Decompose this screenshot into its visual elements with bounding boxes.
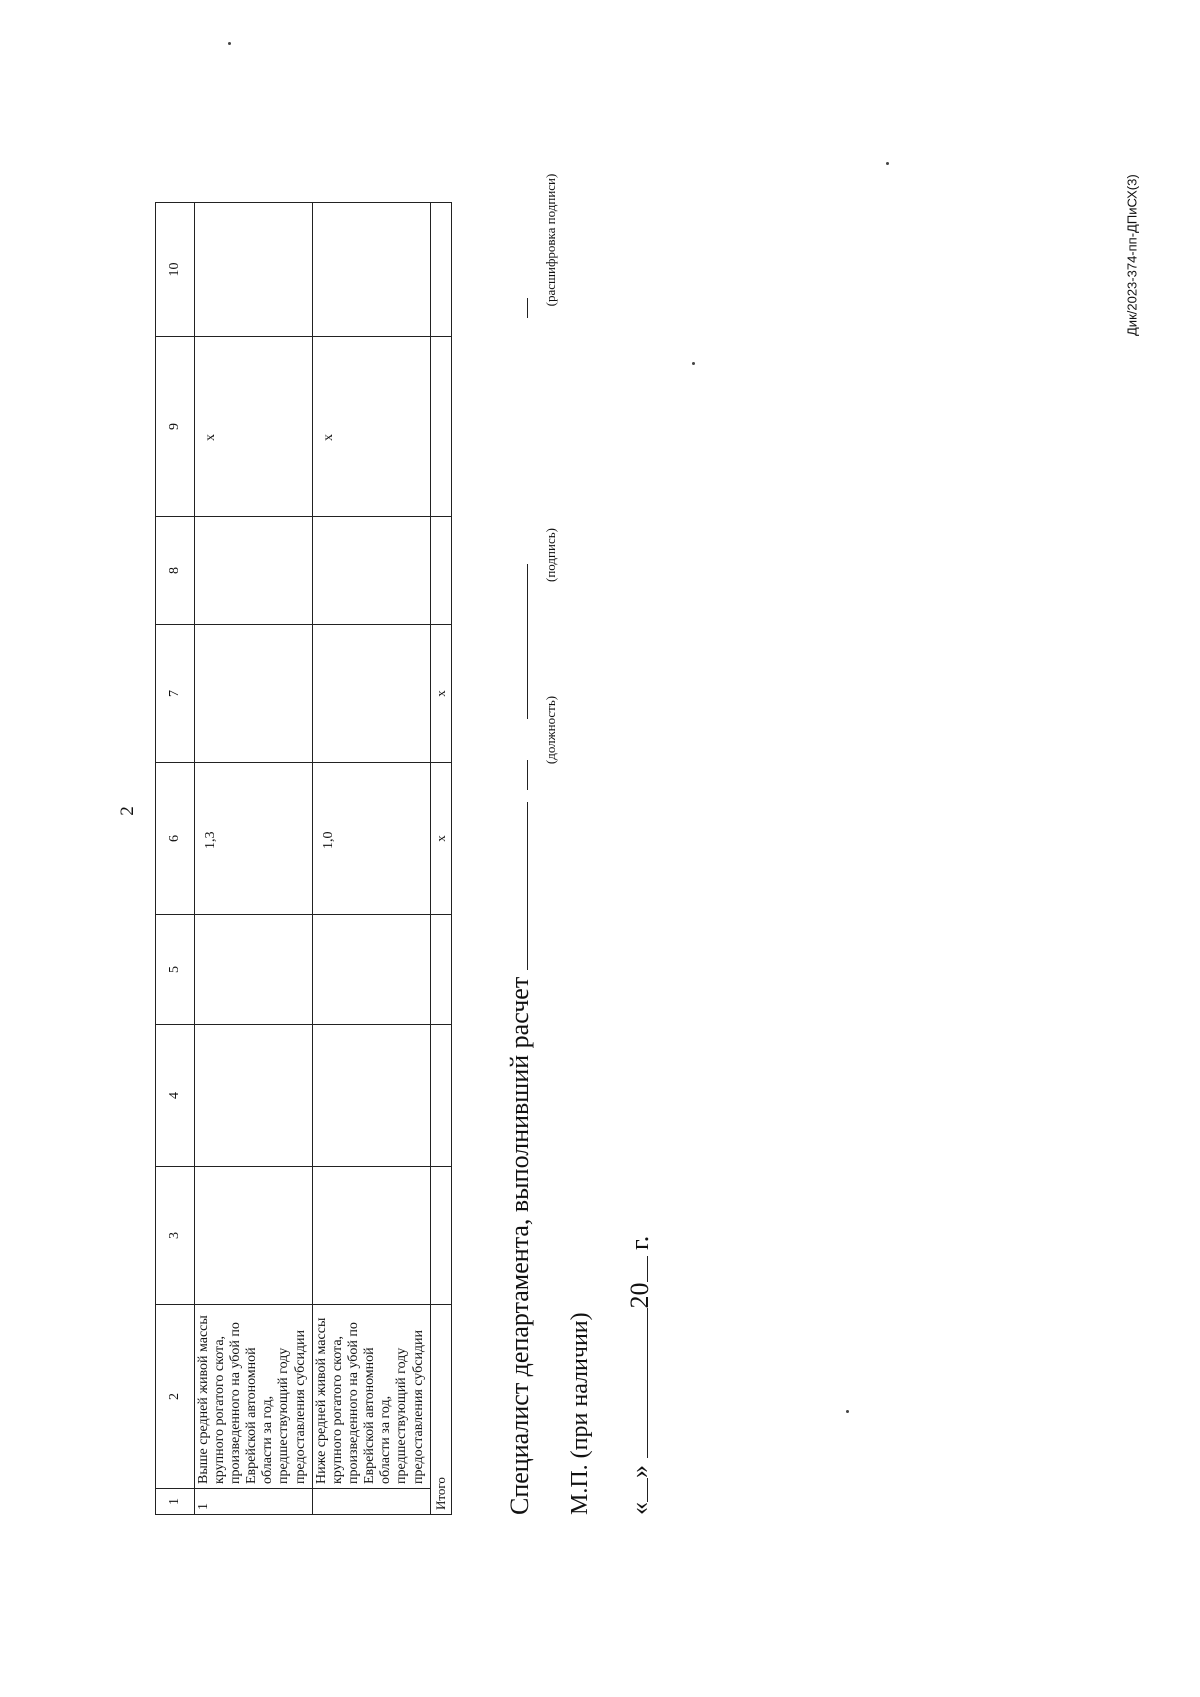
table-cell bbox=[431, 1025, 452, 1167]
table-cell bbox=[431, 915, 452, 1025]
column-number: 3 bbox=[156, 1167, 195, 1305]
scan-speck bbox=[846, 1410, 849, 1413]
table-cell bbox=[431, 337, 452, 517]
total-label: Итого bbox=[431, 1305, 452, 1515]
table-cell bbox=[431, 203, 452, 337]
column-number: 8 bbox=[156, 517, 195, 625]
decoding-blank bbox=[527, 298, 528, 318]
year-blank bbox=[647, 1257, 648, 1283]
row-description: Ниже средней живой массы крупного рогатого скота, произведенного на убой по Еврейской автономной области за год, предшествующий году предоставления субсидии bbox=[313, 1305, 431, 1489]
cross-mark: x bbox=[195, 337, 313, 517]
total-cross-mark: x bbox=[431, 763, 452, 915]
signature-blank bbox=[527, 760, 528, 790]
table-cell bbox=[431, 517, 452, 625]
scan-speck bbox=[228, 42, 231, 45]
document-code: Дик/2023-374-пп-ДПиСХ(3) bbox=[1124, 174, 1140, 336]
column-number: 4 bbox=[156, 1025, 195, 1167]
landscape-content bbox=[155, 115, 675, 1515]
table-cell bbox=[313, 203, 431, 337]
row-number: 1 bbox=[195, 1489, 313, 1515]
column-number: 7 bbox=[156, 625, 195, 763]
scan-speck bbox=[886, 162, 889, 165]
cross-mark: x bbox=[313, 337, 431, 517]
close-quote: » bbox=[625, 1465, 654, 1478]
table-cell bbox=[313, 1167, 431, 1305]
year-prefix: 20 bbox=[625, 1282, 654, 1309]
day-blank bbox=[647, 1478, 648, 1502]
table-cell bbox=[313, 625, 431, 763]
signature-line bbox=[505, 298, 535, 1515]
page-number: 2 bbox=[117, 806, 138, 816]
column-number-row bbox=[156, 203, 195, 1515]
column-number: 9 bbox=[156, 337, 195, 517]
column-number: 10 bbox=[156, 203, 195, 337]
month-blank bbox=[647, 1309, 648, 1459]
stamp-place: М.П. (при наличии) bbox=[567, 1312, 593, 1515]
open-quote: « bbox=[625, 1502, 654, 1515]
scan-speck bbox=[692, 362, 695, 365]
table-cell bbox=[195, 203, 313, 337]
row-description: Выше средней живой массы крупного рогатого скота, произведенного на убой по Еврейской автономной области за год, предшествующий году предоставления субсидии bbox=[195, 1305, 313, 1489]
signature-caption: (подпись) bbox=[543, 528, 558, 582]
table-cell bbox=[195, 517, 313, 625]
table-cell bbox=[195, 1167, 313, 1305]
row-number bbox=[313, 1489, 431, 1515]
column-number: 2 bbox=[156, 1305, 195, 1489]
table-row bbox=[195, 203, 313, 1515]
signature-label: Специалист департамента, выполнивший расчет bbox=[505, 976, 534, 1515]
position-blank bbox=[527, 802, 528, 970]
column-number: 5 bbox=[156, 915, 195, 1025]
position-caption: (должность) bbox=[543, 695, 558, 765]
table-cell bbox=[195, 1025, 313, 1167]
table-cell bbox=[195, 625, 313, 763]
decoding-caption: (расшифровка подписи) bbox=[543, 173, 558, 307]
coefficient-value: 1,0 bbox=[313, 763, 431, 915]
table-cell bbox=[313, 915, 431, 1025]
date-line bbox=[625, 1236, 655, 1515]
decoding-blank bbox=[527, 564, 528, 719]
table-row bbox=[313, 203, 431, 1515]
table-cell bbox=[431, 1167, 452, 1305]
column-number: 1 bbox=[156, 1489, 195, 1515]
coefficient-value: 1,3 bbox=[195, 763, 313, 915]
table-cell bbox=[313, 1025, 431, 1167]
column-number: 6 bbox=[156, 763, 195, 915]
subsidy-calculation-table bbox=[155, 202, 452, 1515]
table-cell bbox=[313, 517, 431, 625]
year-suffix: г. bbox=[625, 1235, 654, 1250]
table-cell bbox=[195, 915, 313, 1025]
total-cross-mark: x bbox=[431, 625, 452, 763]
total-row bbox=[431, 203, 452, 1515]
